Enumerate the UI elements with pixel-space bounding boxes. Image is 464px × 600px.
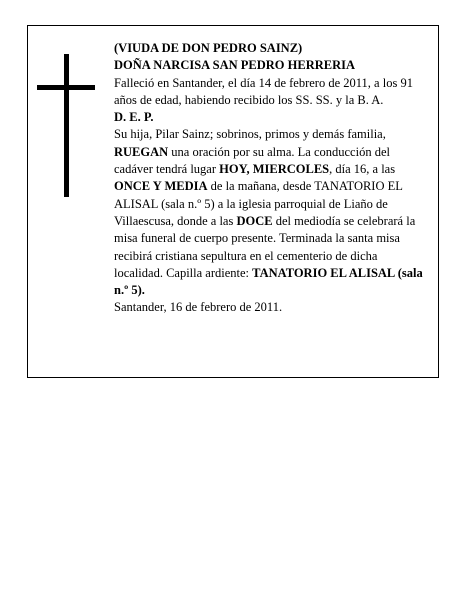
obituary-text xyxy=(114,40,424,317)
ceremony-paragraph xyxy=(114,126,424,299)
dep-line: D. E. P. xyxy=(114,110,154,125)
time-rest-text: de la mañana, desde TANATORIO EL ALISAL (sala n.º 5) a la iglesia parroquial de Liaño de Villaescusa, donde a las xyxy=(114,179,403,228)
widow-line: (VIUDA DE DON PEDRO SAINZ) xyxy=(114,41,303,55)
prayer-text: una oración por su alma. La conducción del cadáver tendrá lugar xyxy=(114,144,390,177)
mass-text: del mediodía se celebrará la misa funeral de cuerpo presente. Terminada la santa misa recibirá cristiana sepultura en el cementerio de dicha localidad. Capilla ardiente: xyxy=(114,213,416,280)
footer-line: Santander, 16 de febrero de 2011. xyxy=(114,300,283,315)
doce-text: DOCE xyxy=(236,213,273,228)
deceased-name: DOÑA NARCISA SAN PEDRO HERRERIA xyxy=(114,58,356,73)
time-text: ONCE Y MEDIA xyxy=(114,179,208,194)
ruegan-text: RUEGAN xyxy=(114,144,169,159)
death-notice: Falleció en Santander, el día 14 de febrero de 2011, a los 91 años de edad, habiendo recibido los SS. SS. y la B. A. xyxy=(114,75,413,107)
day-rest-text: , día 16, a las xyxy=(329,162,396,177)
chapel-text: TANATORIO EL ALISAL (sala n.º 5). xyxy=(114,265,423,298)
cross-icon-bar xyxy=(37,85,95,90)
cross-icon xyxy=(64,54,69,197)
day-text: HOY, MIERCOLES xyxy=(219,162,330,177)
family-text: Su hija, Pilar Sainz; sobrinos, primos y demás familia, xyxy=(114,127,386,142)
